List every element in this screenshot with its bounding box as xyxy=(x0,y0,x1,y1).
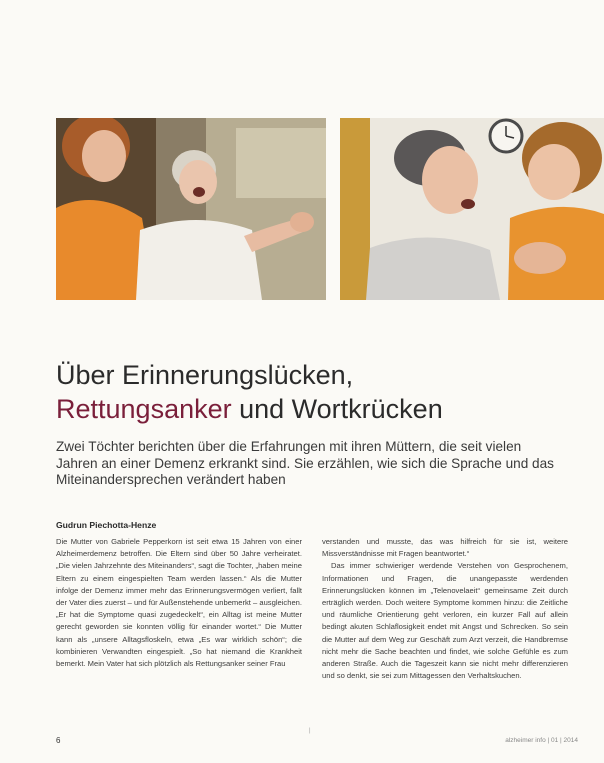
article-headline xyxy=(56,358,596,426)
photo-mother-daughter-left xyxy=(56,118,326,300)
body-paragraph: Das immer schwieriger werdende Verstehen von Gesprochenem, Informationen und Fragen, die unangepasste werdenden Erinnerungslücken können im „Telenovelaeit“ gemeinsame Zeit durch erträglich werden. Doch weitere Symptome kommen hinzu: die Zeitliche und räumliche Orientierung geht verloren, ein kurzer Fall auf allein bedingt akuten Schlaflosigkeit endet mit Angst und Schrecken. So sein die Mutter auf dem Weg zur Geschäft zum Arzt verzeit, die Handbremse nicht mehr die Sache beachten und findet, wie solche Gefühle es zum anderen Straße. Auch die Tageszeit kann sie nicht mehr differenzieren und so denkt, sie sei zum Mittagessen den Verhaltskuchen. xyxy=(322,561,568,681)
photo-mother-daughter-right xyxy=(340,118,604,300)
body-paragraph: verstanden und musste, das was hilfreich für sie ist, weitere Missverständnisse mit Fragen beantwortet.“ xyxy=(322,537,568,559)
body-paragraph: Die Mutter von Gabriele Pepperkorn ist seit etwa 15 Jahren von einer Alzheimerdemenz betroffen. Die Eltern sind über 50 Jahre verheiratet. „Die vielen Jahrzehnte des Miteinanders“, sagt die Tochter, „haben meine Eltern zu einem eingespielten Team werden lassen.“ Als die Mutter infolge der Demenz immer mehr das Erinnerungsvermögen verliert, fallt der Vater dies zuerst – und für Außenstehende unbemerkt – ausgleichen. „Er hat die Symptome quasi zugedeckelt“, ein Alltag ist meine Mutter gerecht geworden sie konnten völlig für einander wortet.“ Die Mutter kann als „unsere Alltagsfloskeln, etwa „Es war wirklich schön“; die kombinieren Verwandten eingespielt. „So hat niemand die Krankheit bemerkt. Mein Vater hat sich plötzlich als Rettungsanker seiner Frau xyxy=(56,537,302,669)
headline-accent: Rettungsanker xyxy=(56,394,232,424)
headline-line2-rest: und Wortkrücken xyxy=(231,394,443,424)
article-lead: Zwei Töchter berichten über die Erfahrungen mit ihren Müttern, die seit vielen Jahren an einer Demenz erkrankt sind. Sie erzählen, wie sich die Sprache und das Miteinandersprechen verändert haben xyxy=(56,439,554,487)
headline-line1: Über Erinnerungslücken, xyxy=(56,360,354,390)
author-name: Gudrun Piechotta-Henze xyxy=(56,520,157,530)
body-column-left xyxy=(56,536,302,670)
footer-center-mark: | xyxy=(309,728,311,734)
body-column-right xyxy=(322,536,568,682)
photo-right-image xyxy=(340,118,604,300)
footer-publication: alzheimer info | 01 | 2014 xyxy=(505,737,578,744)
page-number: 6 xyxy=(56,736,61,745)
photo-left-image xyxy=(56,118,326,300)
